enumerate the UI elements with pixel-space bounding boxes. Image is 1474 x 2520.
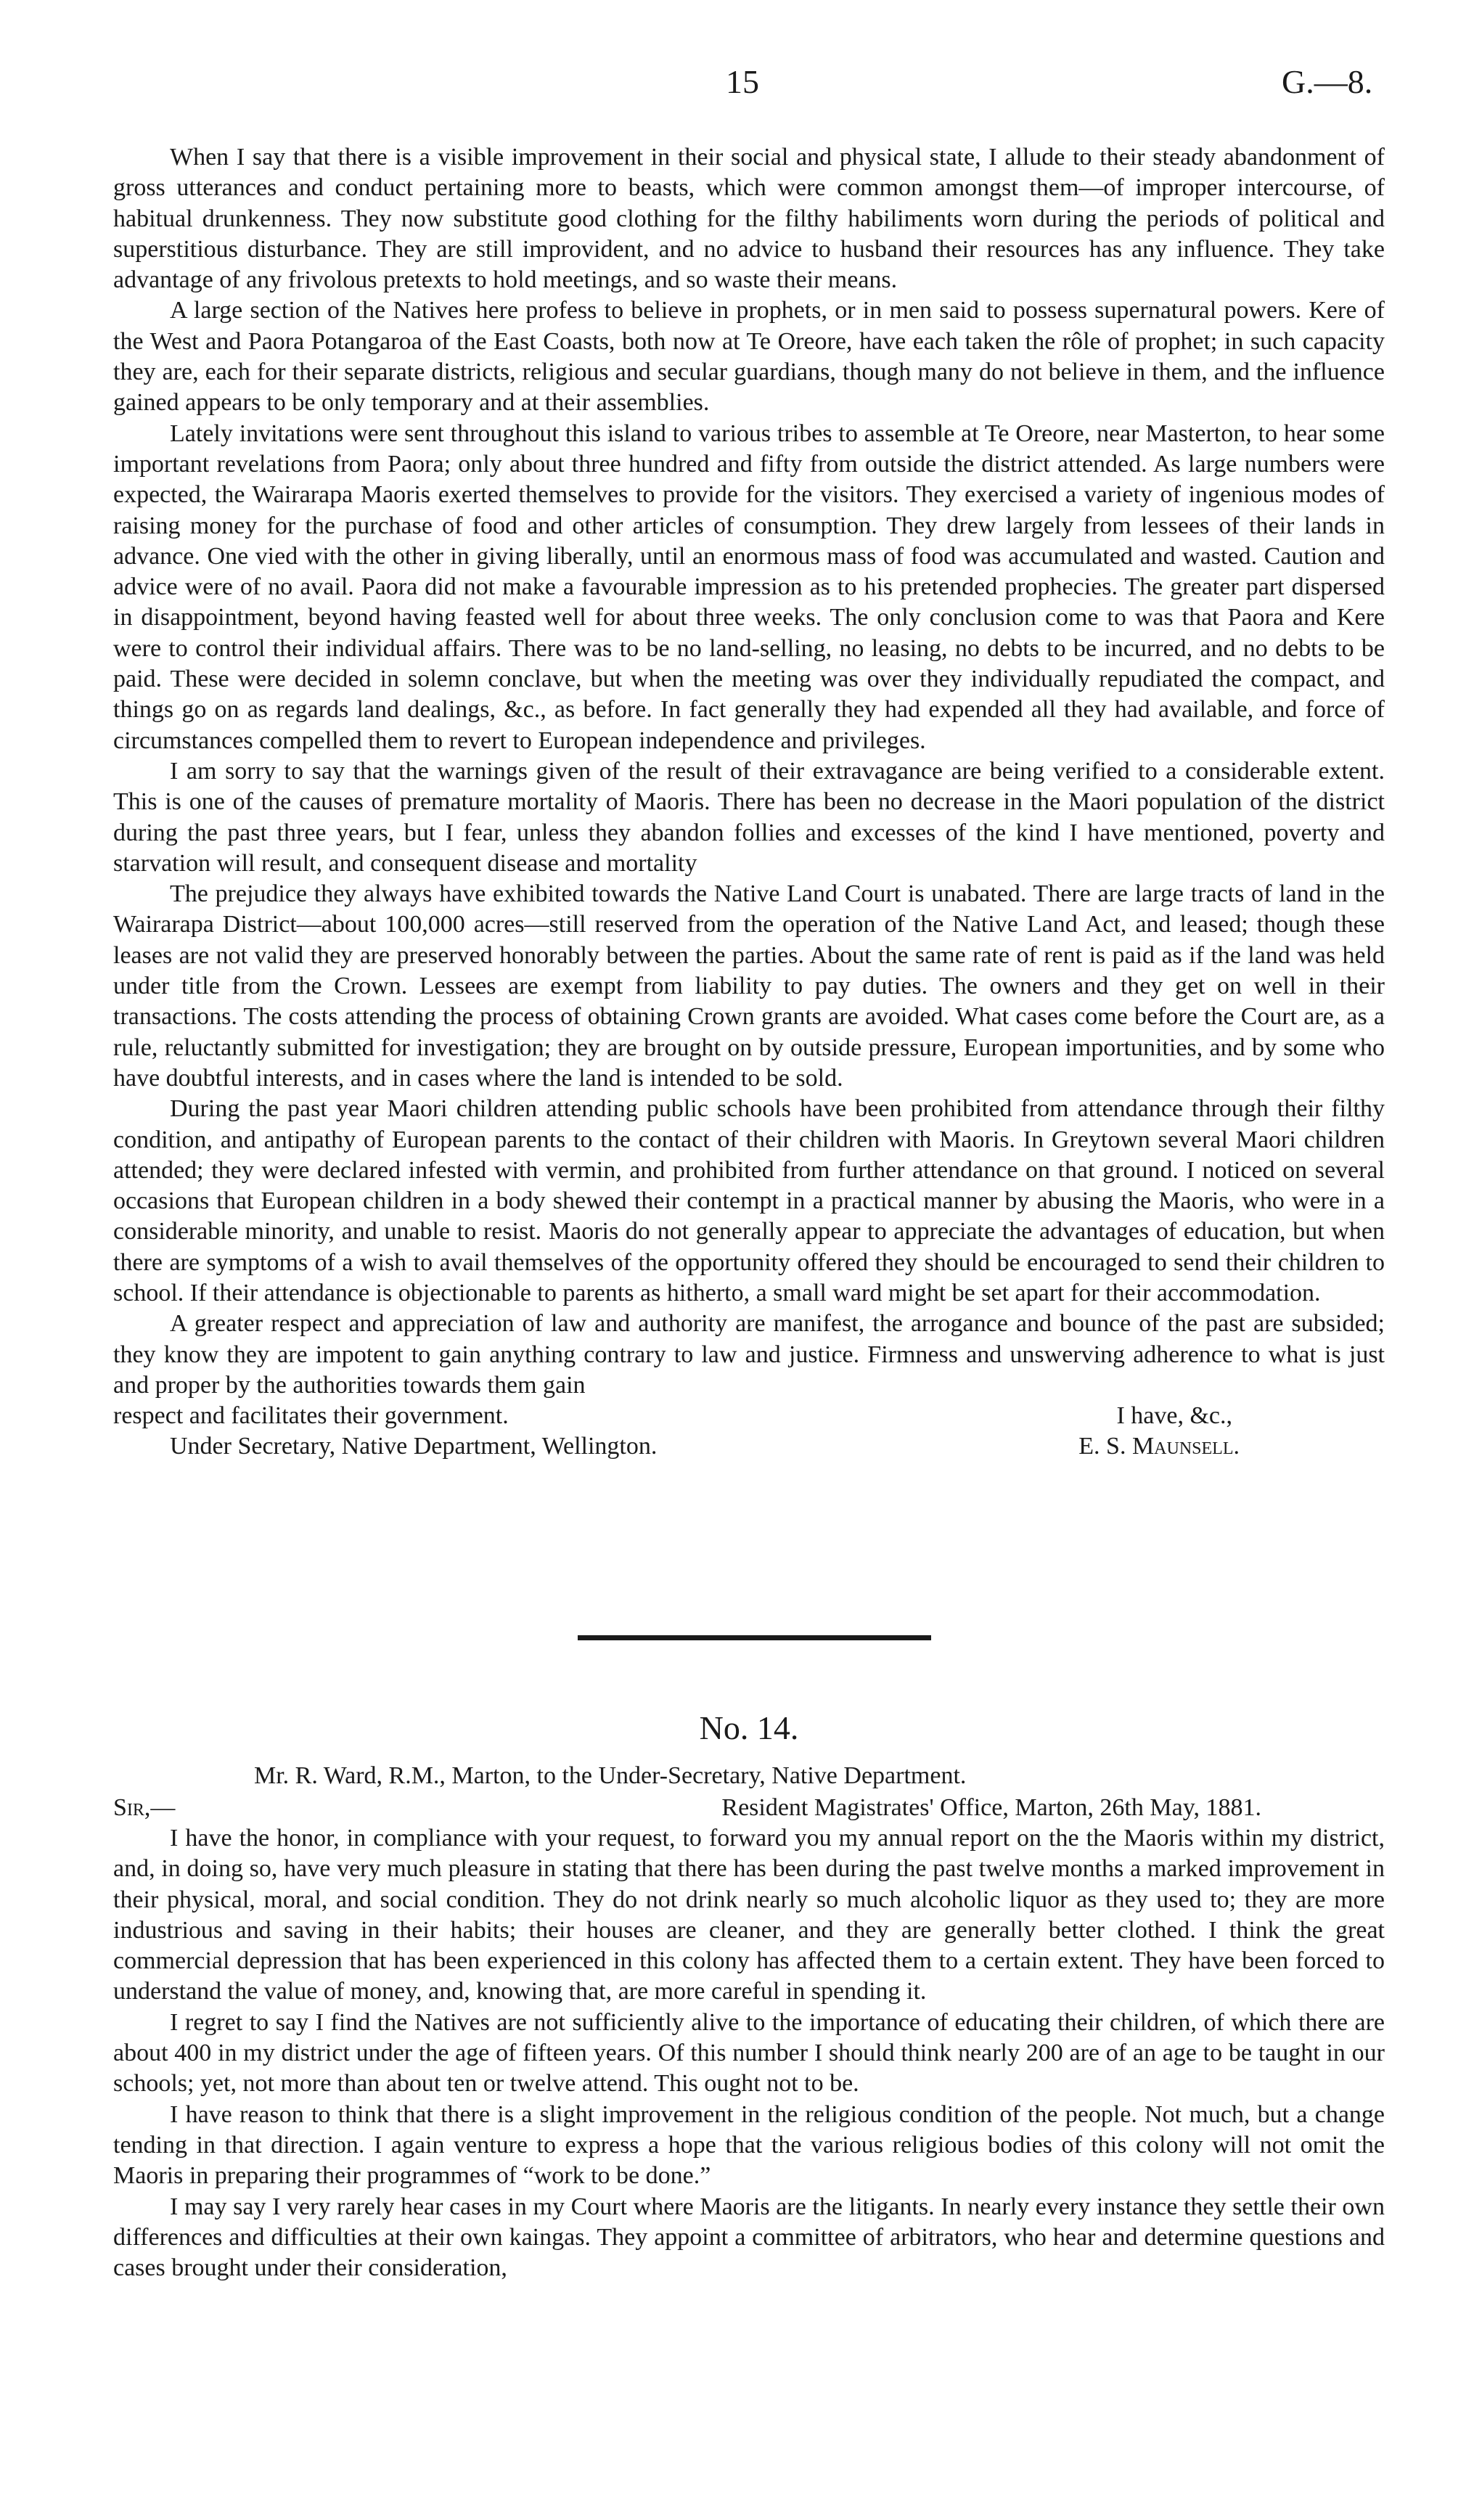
- letter-title: Mr. R. Ward, R.M., Marton, to the Under-Secretary, Native Department.: [254, 1762, 967, 1789]
- page-header: [0, 62, 1474, 106]
- letter-body: [113, 1823, 1385, 2283]
- closing-line: [113, 1401, 1385, 1431]
- paragraph: During the past year Maori children attending public schools have been prohibited from attendance through their filthy condition, and antipathy of European parents to the contact of their children with Maoris. In Greytown several Maori children attended; they were declared infested with vermin, and prohibited from further attendance on that ground. I noticed on several occasions that European children in a body shewed their contempt in a practical manner by abusing the Maoris, who were in a considerable minority, and unable to resist. Maoris do not generally appear to appreciate the advantages of education, but when there are symptoms of a wish to avail themselves of the opportunity offered they should be encouraged to send their children to school. If their attendance is objectionable to parents as hitherto, a small ward might be set apart for their accommodation.: [113, 1095, 1385, 1306]
- closing-text: respect and facilitates their government.: [113, 1402, 509, 1430]
- page-number: 15: [726, 63, 759, 100]
- paragraph: The prejudice they always have exhibited towards the Native Land Court is unabated. There are large tracts of land in the Wairarapa District—about 100,000 acres—still reserved from the operation of the Native Land Act, and leased; though these leases are not valid they are preserved honorably between the parties. About the same rate of rent is paid as if the land was held under title from the Crown. Lessees are exempt from liability to pay duties. The owners and they get on well in their transactions. The costs attending the process of obtaining Crown grants are avoided. What cases come before the Court are, as a rule, reluctantly submitted for investigation; they are brought on by outside pressure, European importunities, and by some who have doubtful interests, and in cases where the land is intended to be sold.: [113, 880, 1385, 1092]
- paragraph: I may say I very rarely hear cases in my Court where Maoris are the litigants. In nearly every instance they settle their own differences and difficulties at their own kaingas. They appoint a committee of arbitrators, who hear and determine questions and cases brought under their consideration,: [113, 2193, 1385, 2282]
- address-date: Resident Magistrates' Office, Marton, 26th May, 1881.: [721, 1794, 1261, 1821]
- paragraph: I have reason to think that there is a slight improvement in the religious condition of the people. Not much, but a change tending in that direction. I again venture to express a hope that the various religious bodies of this colony will not omit the Maoris in preparing their programmes of “work to be done.”: [113, 2100, 1385, 2190]
- letter-number: No. 14.: [699, 1709, 799, 1746]
- valediction: I have, &c.,: [1116, 1402, 1232, 1430]
- letter-heading: [113, 1706, 1385, 1823]
- paragraph: A large section of the Natives here profess to believe in prophets, or in men said to possess supernatural powers. Kere of the West and Paora Potangaroa of the East Coasts, both now at Te Oreore, have each taken the rôle of prophet; in such capacity they are, each for their separate districts, religious and secular guardians, though many do not believe in them, and the influence gained appears to be only temporary and at their assemblies.: [113, 297, 1385, 417]
- paragraph: When I say that there is a visible improvement in their social and physical state, I allude to their steady abandonment of gross utterances and conduct pertaining more to beasts, which were common amongst them—of improper intercourse, of habitual drunkenness. They now substitute good clothing for the filthy habiliments worn during the periods of political and superstitious disturbance. They are still improvident, and no advice to husband their resources has any influence. They take advantage of any frivolous pretexts to hold meetings, and so waste their means.: [113, 144, 1385, 294]
- signature-line: [113, 1431, 1385, 1462]
- paragraph: I have the honor, in compliance with your request, to forward you my annual report on the the Maoris within my district, and, in doing so, have very much pleasure in stating that there has been during the past twelve months a marked improvement in their physical, moral, and social condition. They do not drink nearly so much alcoholic liquor as they used to; they are more industrious and saving in their habits; their houses are cleaner, and they are generally better clothed. I think the great commercial depression that has been experienced in this colony has affected them to a certain extent. They have been forced to understand the value of money, and, knowing that, are more careful in spending it.: [113, 1825, 1385, 2005]
- paragraph: I am sorry to say that the warnings given of the result of their extravagance are being verified to a considerable extent. This is one of the causes of premature mortality of Maoris. There has been no decrease in the Maori population of the district during the past three years, but I fear, unless they abandon follies and excesses of the kind I have mentioned, poverty and starvation will result, and consequent disease and mortality: [113, 757, 1385, 877]
- paragraph: I regret to say I find the Natives are not sufficiently alive to the importance of educating their children, of which there are about 400 in my district under the age of fifteen years. Of this number I should think nearly 200 are of an age to be taught in our schools; yet, not more than about ten or twelve attend. This ought not to be.: [113, 2008, 1385, 2098]
- paragraph: Lately invitations were sent throughout this island to various tribes to assemble at Te Oreore, near Masterton, to hear some important revelations from Paora; only about three hundred and fifty from outside the district attended. As large numbers were expected, the Wairarapa Maoris exerted themselves to provide for the visitors. They exercised a variety of ingenious modes of raising money for the purchase of food and other articles of consumption. They drew largely from lessees of their lands in advance. One vied with the other in giving liberally, until an enormous mass of food was accumulated and wasted. Caution and advice were of no avail. Paora did not make a favourable impression as to his pretended prophecies. The greater part dispersed in disappointment, beyond having feasted well for about three weeks. The only conclusion come to was that Paora and Kere were to control their individual affairs. There was to be no land-selling, no leasing, no debts to be incurred, and no debts to be paid. These were decided in solemn conclave, but when the meeting was over they individually repudiated the compact, and things go on as regards land dealings, &c., as before. In fact generally they had expended all they had available, and force of circumstances compelled them to revert to European independence and privileges.: [113, 420, 1385, 754]
- paragraph: A greater respect and appreciation of law and authority are manifest, the arrogance and bounce of the past are subsided; they know they are impotent to gain anything contrary to law and justice. Firmness and unswerving adherence to what is just and proper by the authorities towards them gain: [113, 1310, 1385, 1399]
- document-reference: G.—8.: [1282, 63, 1373, 100]
- salutation: Sir,—: [113, 1794, 176, 1821]
- salutation-line: [113, 1793, 1385, 1823]
- addressee: Under Secretary, Native Department, Wellington.: [170, 1433, 658, 1460]
- section-divider: [578, 1635, 931, 1640]
- report-maunsell: [113, 142, 1385, 1462]
- signature: E. S. Maunsell.: [1078, 1433, 1240, 1460]
